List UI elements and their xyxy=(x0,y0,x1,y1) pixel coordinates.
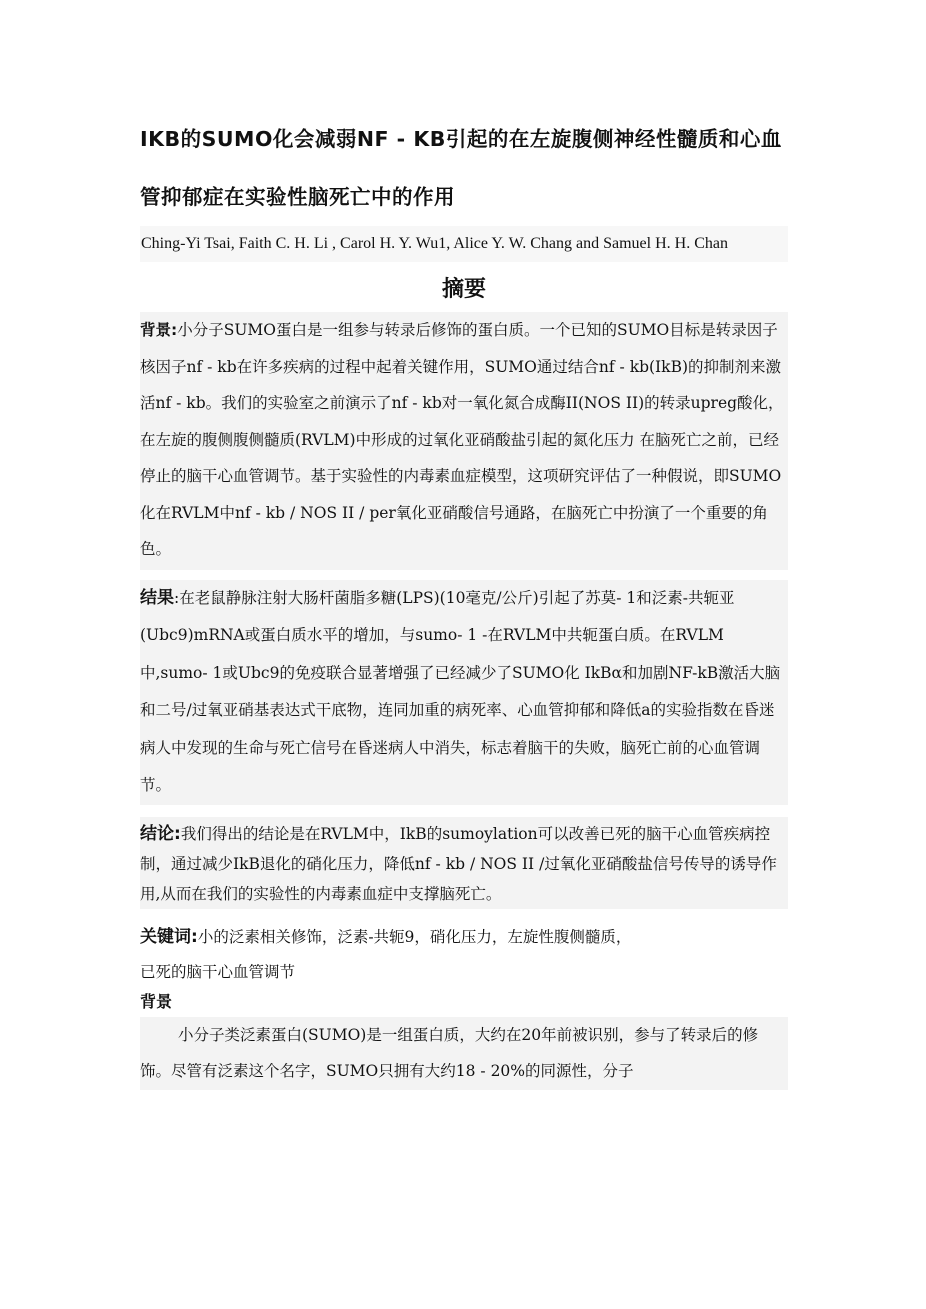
results-label: 结果 xyxy=(140,587,174,608)
keywords-continued: 已死的脑干心血管调节 xyxy=(140,962,296,981)
background-text: 小分子SUMO蛋白是一组参与转录后修饰的蛋白质。一个已知的SUMO目标是转录因子核因子nf - kb在许多疾病的过程中起着关键作用，SUMO通过结合nf - kb(IkB)的抑制剂来激活nf - kb。我们的实验室之前演示了nf - kb对一氧化氮合成酶II(NOS II)的转录upreg酸化， 在左旋的腹侧腹侧髓质(RVLM)中形成的过氧化亚硝酸盐引起的氮化压力 在脑死亡之前，已经停止的脑干心血管调节。基于实验性的内毒素血症模型，这项研究评估了一种假说，即SUMO化在RVLM中nf - kb / NOS II / per氧化亚硝酸信号通路，在脑死亡中扮演了一个重要的角色。 xyxy=(140,321,784,558)
results-text: :在老鼠静脉注射大肠杆菌脂多糖(LPS)(10毫克/公斤)引起了苏莫- 1和泛素-共轭亚(Ubc9)mRNA或蛋白质水平的增加，与sumo- 1 -在RVLM中共轭蛋白质。在RVLM中,sumo- 1或Ubc9的免疫联合显著增强了已经减少了SUMO化 IkBα和加剧NF-kB激活大脑和二号/过氧亚硝基表达式干底物，连同加重的病死率、心血管抑郁和降低a的实验指数在昏迷病人中发现的生命与死亡信号在昏迷病人中消失，标志着脑干的失败，脑死亡前的心血管调节。 xyxy=(140,588,781,794)
keywords xyxy=(140,917,788,957)
abstract-conclusion xyxy=(140,817,788,909)
section-heading-background: 背景 xyxy=(140,991,173,1011)
keywords-text: 小的泛素相关修饰，泛素-共轭9，硝化压力，左旋性腹侧髓质， xyxy=(197,927,632,946)
background-label: 背景: xyxy=(140,321,178,339)
abstract-results xyxy=(140,580,788,805)
conclusion-text: 我们得出的结论是在RVLM中，IkB的sumoylation可以改善已死的脑干心血管疾病控制，通过减少IkB退化的硝化压力，降低nf - kb / NOS II /过氧化亚硝酸盐信号传导的诱导作用,从而在我们的实验性的内毒素血症中支撑脑死亡。 xyxy=(140,824,777,903)
paper-title: IKB的SUMO化会减弱NF - KB引起的在左旋腹侧神经性髓质和心血管抑郁症在实验性脑死亡中的作用 xyxy=(140,127,782,209)
conclusion-label: 结论: xyxy=(140,823,181,844)
document-page xyxy=(140,110,788,1090)
keywords-label: 关键词: xyxy=(140,926,198,947)
author-list: Ching-Yi Tsai, Faith C. H. Li , Carol H. Y. Wu1, Alice Y. W. Chang and Samuel H. H. Chan xyxy=(140,226,788,262)
section-background-text: 小分子类泛素蛋白(SUMO)是一组蛋白质，大约在20年前被识别，参与了转录后的修饰。尽管有泛素这个名字，SUMO只拥有大约18 - 20%的同源性，分子 xyxy=(140,1017,788,1090)
abstract-heading: 摘要 xyxy=(441,277,486,302)
abstract-background xyxy=(140,312,788,570)
